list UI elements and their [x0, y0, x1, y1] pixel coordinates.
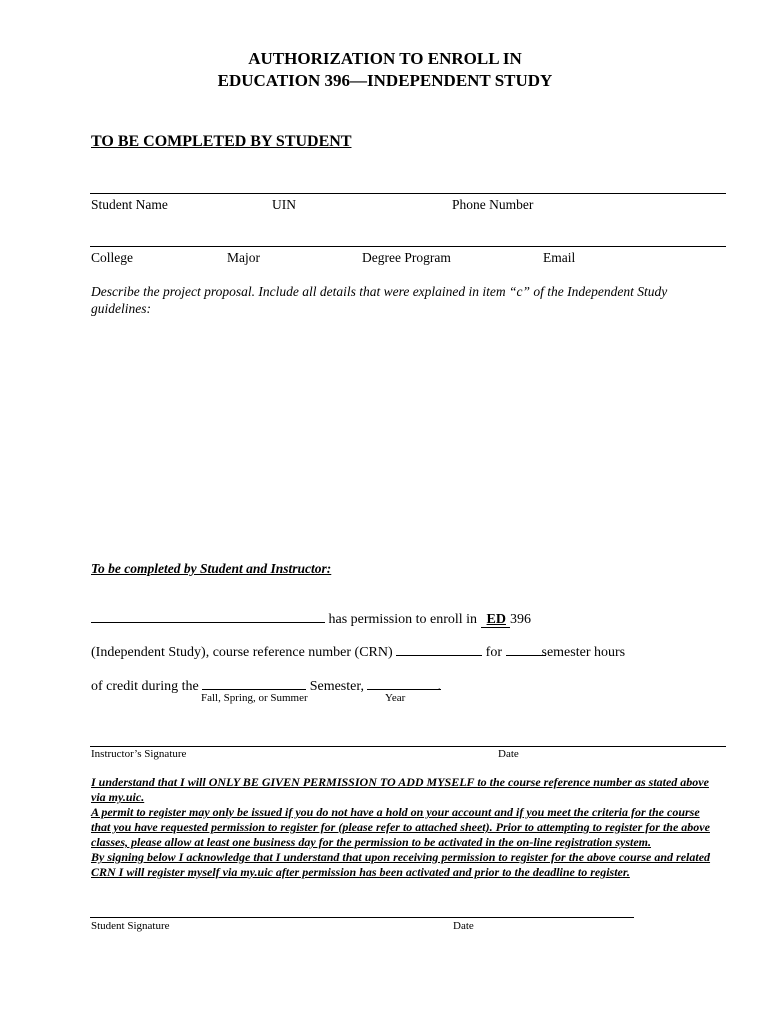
form-title-line1: AUTHORIZATION TO ENROLL IN [248, 49, 522, 68]
proposal-area[interactable] [90, 322, 726, 542]
year-hint: Year [385, 692, 406, 704]
instructor-signature-line[interactable] [90, 746, 726, 747]
student-signature-line[interactable] [90, 917, 634, 918]
degree-program-label: Degree Program [362, 250, 451, 265]
period-text: . [437, 679, 441, 694]
semester-text: Semester, [309, 679, 364, 694]
instructor-date-label: Date [498, 748, 519, 760]
email-label: Email [543, 250, 576, 265]
hours-text: semester hours [541, 645, 626, 660]
hours-blank[interactable] [506, 642, 546, 656]
year-blank[interactable] [367, 676, 441, 690]
phone-number-label: Phone Number [452, 197, 534, 212]
for-text: for [485, 645, 502, 660]
uin-label: UIN [272, 197, 296, 212]
notice-block [91, 775, 721, 880]
joint-section-heading: To be completed by Student and Instructor: [91, 561, 332, 576]
notice-only-permission: I understand that I will ONLY BE GIVEN PERMISSION TO ADD MYSELF to the course reference number as stated above via my.uic. [91, 775, 709, 804]
proposal-prompt: Describe the project proposal. Include all details that were explained in item “c” of the Independent Study guidelines: [91, 284, 668, 316]
credit-text: of credit during the [91, 679, 199, 694]
crn-text: (Independent Study), course reference number (CRN) [91, 645, 393, 660]
crn-line [91, 642, 625, 661]
student-section-heading: TO BE COMPLETED BY STUDENT [91, 133, 352, 150]
student-name-blank[interactable] [91, 609, 325, 623]
student-signature-date-label: Date [453, 920, 474, 932]
college-label: College [91, 250, 133, 265]
permission-line [91, 609, 531, 628]
student-info-line-1[interactable] [90, 193, 726, 194]
student-name-label: Student Name [91, 197, 168, 212]
course-number: 396 [510, 612, 531, 627]
semester-hint: Fall, Spring, or Summer [201, 692, 308, 704]
student-signature-label: Student Signature [91, 920, 170, 932]
major-label: Major [227, 250, 260, 265]
form-title-line2: EDUCATION 396—INDEPENDENT STUDY [217, 71, 553, 90]
crn-blank[interactable] [396, 642, 482, 656]
student-info-line-2[interactable] [90, 246, 726, 247]
notice-acknowledgement: By signing below I acknowledge that I understand that upon receiving permission to register for the above course and related CRN I will register myself via my.uic after permission has been activated and prior to the deadline to register. [91, 850, 711, 879]
semester-blank[interactable] [202, 676, 306, 690]
notice-permit-conditions: A permit to register may only be issued if you do not have a hold on your account and if you meet the criteria for the course that you have requested permission to register for (please refer to attached sheet). Prior to attempting to register for the above classes, please allow at least one business day for the permission to be activated in the on-line registration system. [91, 805, 710, 849]
permission-text: has permission to enroll in [328, 612, 478, 627]
course-prefix: ED [481, 612, 510, 628]
instructor-signature-label: Instructor’s Signature [91, 748, 187, 760]
